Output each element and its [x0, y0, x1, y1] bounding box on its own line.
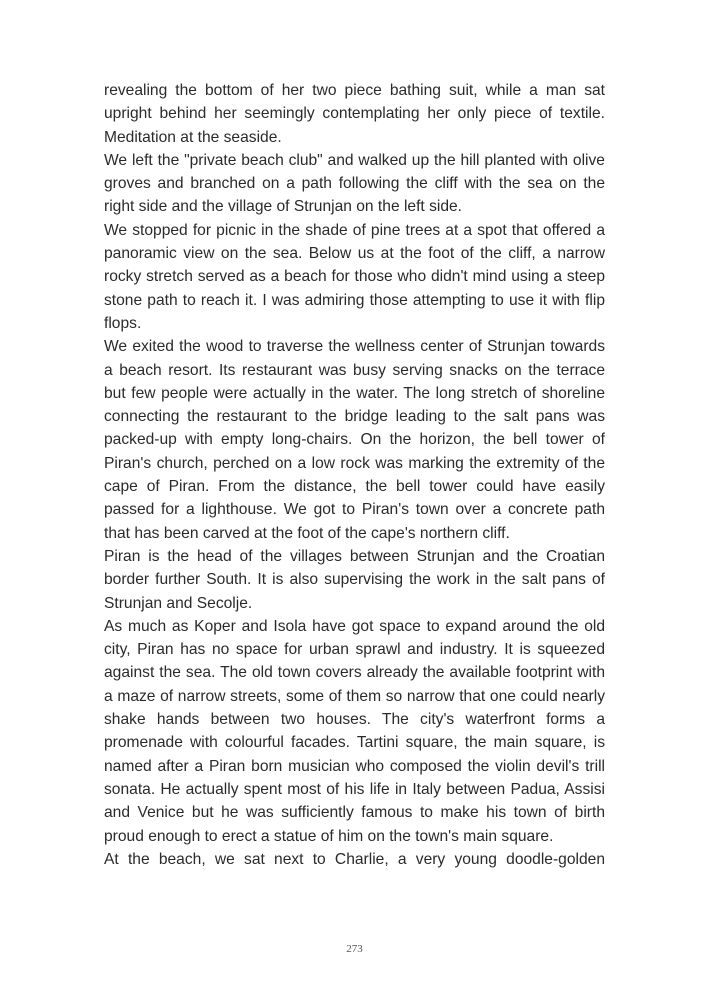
paragraph-piran-head: Piran is the head of the villages between Strunjan and the Croatian border further South. It is also supervising the work in the salt pans of Strunjan and Secolje.: [104, 547, 605, 612]
paragraph-wellness-center: We exited the wood to traverse the wellness center of Strunjan towards a beach resort. Its restaurant was busy serving snacks on the terrace but few people were actually in the water. The long stretch of shoreline connecting the restaurant to the bridge leading to the salt pans was packed-up with empty long-chairs. On the horizon, the bell tower of Piran's church, perched on a low rock was marking the extremity of the cape of Piran. From the distance, the bell tower could have easily passed for a lighthouse. We got to Piran's town over a concrete path that has been carved at the foot of the cape's northern cliff.: [104, 338, 605, 542]
paragraph-picnic: We stopped for picnic in the shade of pine trees at a spot that offered a panoramic view on the sea. Below us at the foot of the cliff, a narrow rocky stretch served as a beach for those who didn't mind using a steep stone path to reach it. I was admiring those attempting to use it with flip flops.: [104, 221, 605, 332]
body-text: [104, 79, 605, 871]
paragraph-charlie: At the beach, we sat next to Charlie, a very young doodle-golden: [104, 850, 605, 868]
paragraph-old-town: As much as Koper and Isola have got space to expand around the old city, Piran has no space for urban sprawl and industry. It is squeezed against the sea. The old town covers already the available footprint with a maze of narrow streets, some of them so narrow that one could nearly shake hands between two houses. The city's waterfront forms a promenade with colourful facades. Tartini square, the main square, is named after a Piran born musician who composed the violin devil's trill sonata. He actually spent most of his life in Italy between Padua, Assisi and Venice but he was sufficiently famous to make his town of birth proud enough to erect a statue of him on the town's main square.: [104, 617, 605, 845]
paragraph-beach-club: We left the "private beach club" and walked up the hill planted with olive groves and branched on a path following the cliff with the sea on the right side and the village of Strunjan on the left side.: [104, 151, 605, 216]
paragraph-bathing-suit: revealing the bottom of her two piece bathing suit, while a man sat upright behind her seemingly contemplating her only piece of textile. Meditation at the seaside.: [104, 82, 605, 146]
page-number: 273: [346, 943, 363, 955]
